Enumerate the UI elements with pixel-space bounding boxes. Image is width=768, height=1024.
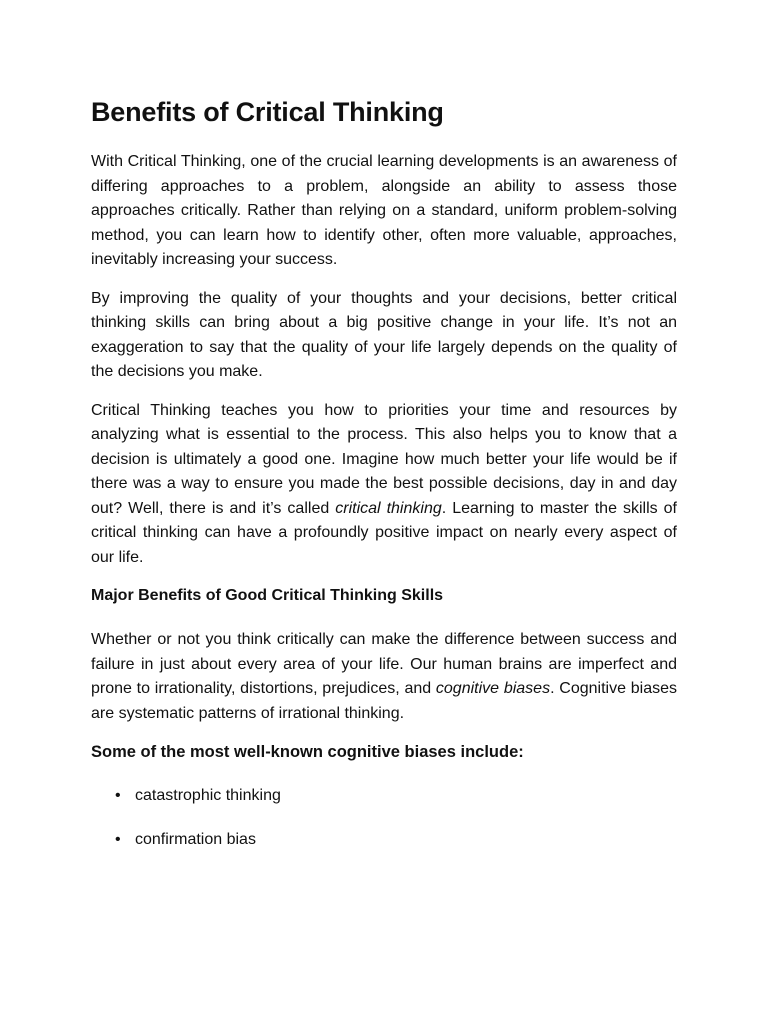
paragraph-quality: By improving the quality of your thoughts and your decisions, better critical thinking skills can bring about a big positive change in your life. It’s not an exaggeration to say that the quality of your life largely depends on the quality of the decisions you make. <box>91 289 677 381</box>
document-page <box>91 96 677 872</box>
paragraph-text: . Learning to master the skills of critical thinking can have a profoundly positive impact on nearly every aspect of our life. <box>91 499 678 566</box>
paragraph-biases <box>91 628 677 726</box>
paragraph-text: Whether or not you think critically can make the difference between success and failure in just about every area of your life. Our human brains are imperfect and prone to irrationality, distortions, prejudices, and <box>91 631 677 698</box>
paragraph-text: Critical Thinking teaches you how to priorities your time and resources by analyzing what is essential to the process. This also helps you to know that a decision is ultimately a good one. Imagine how much better your life would be if there was a way to ensure you made the best possible decisions, day in and day out? Well, there is and it’s called <box>91 401 677 517</box>
italic-term: critical thinking <box>335 499 442 517</box>
list-item-label: catastrophic thinking <box>135 787 281 805</box>
subheading-major-benefits: Major Benefits of Good Critical Thinking Skills <box>91 587 444 605</box>
italic-term: cognitive biases <box>435 680 551 698</box>
paragraph-intro: With Critical Thinking, one of the crucial learning developments is an awareness of differing approaches to a problem, alongside an ability to assess those approaches critically. Rather than relying on a standard, uniform problem-solving method, you can learn how to identify other, often more valuable, approaches, inevitably increasing your success. <box>91 153 677 269</box>
list-item <box>91 828 677 852</box>
paragraph-text: . Cognitive biases are systematic patterns of irrational thinking. <box>91 680 678 722</box>
bullet-icon: • <box>115 787 121 805</box>
subheading-cognitive-biases: Some of the most well-known cognitive biases include: <box>91 743 524 762</box>
bullet-icon: • <box>115 831 121 849</box>
list-item-label: confirmation bias <box>135 831 256 849</box>
page-title: Benefits of Critical Thinking <box>91 97 444 127</box>
bias-list <box>91 784 677 852</box>
list-item <box>91 784 677 808</box>
paragraph-priorities <box>91 399 677 571</box>
